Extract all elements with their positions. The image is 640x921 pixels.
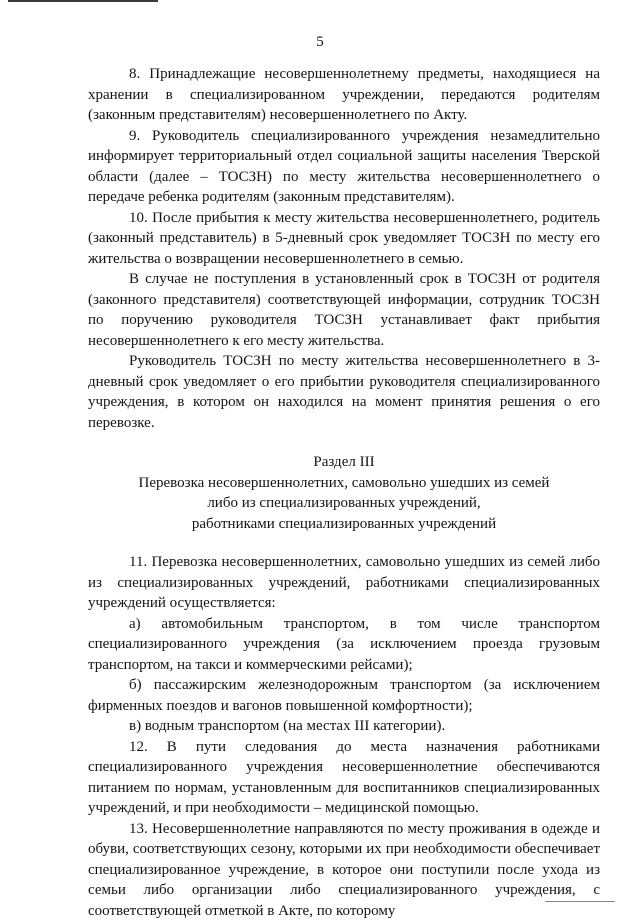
paragraph-10-notification: Руководитель ТОСЗН по месту жительства несовершеннолетнего в 3-дневный срок уведомляет о его прибытии руководителя специализированного учреждения, в котором он находился на момент принятия решения о его перевозке. xyxy=(88,351,600,433)
scan-edge-mark xyxy=(8,0,158,2)
scan-edge-mark-bottom xyxy=(545,901,615,902)
paragraph-12: 12. В пути следования до места назначения работниками специализированного учреждения несовершеннолетние обеспечиваются питанием по нормам, установленным для воспитанников специализированных учреждений, и при необходимости – медицинской помощью. xyxy=(88,737,600,819)
paragraph-10-nonreceipt: В случае не поступления в установленный срок в ТОСЗН от родителя (законного представителя) соответствующей информации, сотрудник ТОСЗН по поручению руководителя ТОСЗН устанавливает факт прибытия несовершеннолетнего к его месту жительства. xyxy=(88,269,600,351)
document-body xyxy=(88,64,600,921)
page-number: 5 xyxy=(0,34,640,51)
section-label: Раздел III xyxy=(88,452,600,473)
paragraph-10: 10. После прибытия к месту жительства несовершеннолетнего, родитель (законный представитель) в 5-дневный срок уведомляет ТОСЗН по месту его жительства о возвращении несовершеннолетнего в семью. xyxy=(88,208,600,270)
paragraph-11-b: б) пассажирским железнодорожным транспортом (за исключением фирменных поездов и вагонов повышенной комфортности); xyxy=(88,675,600,716)
section-title-line-3: работниками специализированных учреждений xyxy=(88,514,600,535)
section-title-line-1: Перевозка несовершеннолетних, самовольно ушедших из семей xyxy=(88,473,600,494)
paragraph-11-a: а) автомобильным транспортом, в том числе транспортом специализированного учреждения (за исключением проезда грузовым транспортом, на такси и коммерческими рейсами); xyxy=(88,614,600,676)
section-title-line-2: либо из специализированных учреждений, xyxy=(88,493,600,514)
paragraph-13: 13. Несовершеннолетние направляются по месту проживания в одежде и обуви, соответствующих сезону, которыми их при необходимости обеспечивает специализированное учреждение, в которое они поступили после ухода из семьи либо организации либо специализированного учреждения, с соответствующей отметкой в Акте, по которому xyxy=(88,819,600,921)
paragraph-11-c: в) водным транспортом (на местах III категории). xyxy=(88,716,600,737)
paragraph-9: 9. Руководитель специализированного учреждения незамедлительно информирует территориальный отдел социальной защиты населения Тверской области (далее – ТОСЗН) по месту жительства несовершеннолетнего о передаче ребенка родителям (законным представителям). xyxy=(88,126,600,208)
section-heading xyxy=(88,452,600,534)
paragraph-11: 11. Перевозка несовершеннолетних, самовольно ушедших из семей либо из специализированных учреждений, работниками специализированных учреждений осуществляется: xyxy=(88,552,600,614)
paragraph-8: 8. Принадлежащие несовершеннолетнему предметы, находящиеся на хранении в специализированном учреждении, передаются родителям (законным представителям) несовершеннолетнего по Акту. xyxy=(88,64,600,126)
